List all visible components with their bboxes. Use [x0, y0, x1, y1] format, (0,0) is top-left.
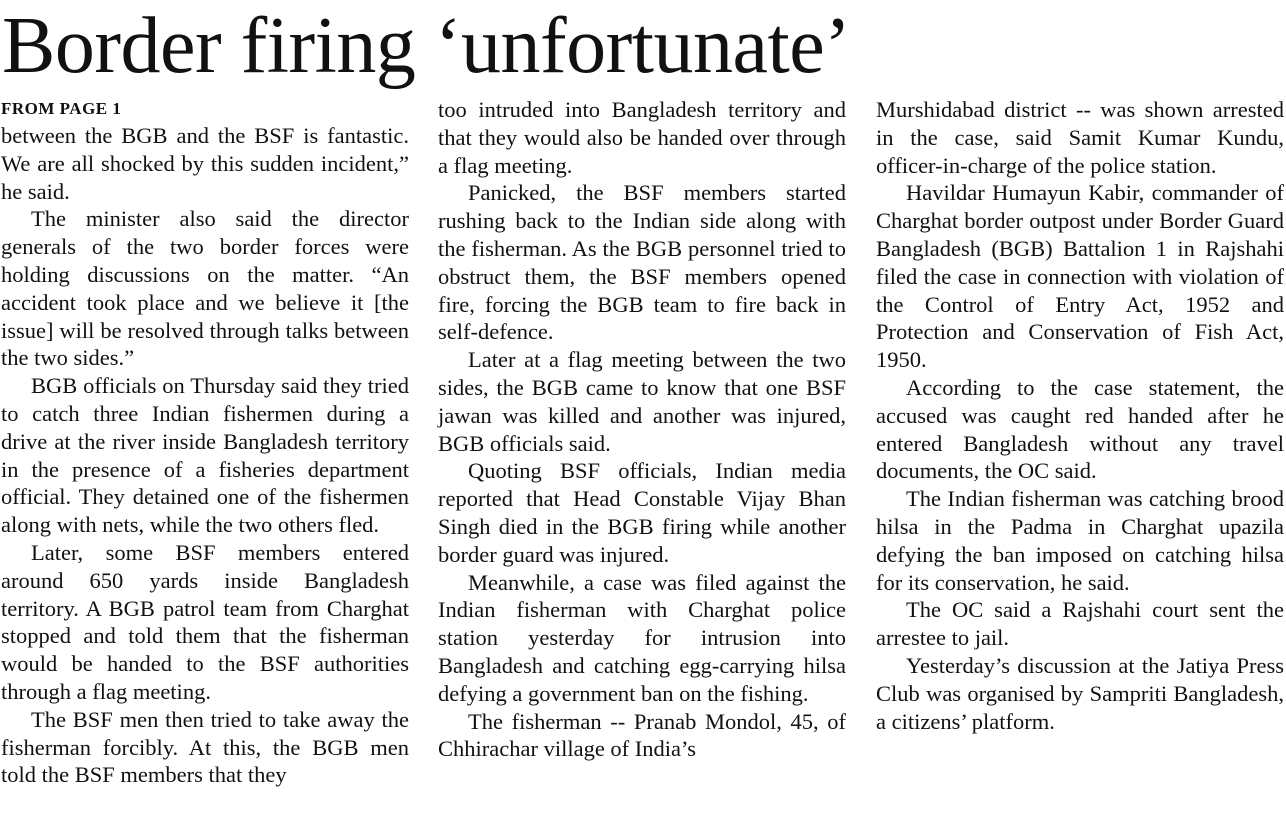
paragraph: Havildar Humayun Kabir, commander of Charghat border outpost under Border Guard Bangladesh (BGB) Battalion 1 in Rajshahi filed the case in connection with violation of the Control of Entry Act, 1952 and Protection and Conservation of Fish Act, 1950.	[876, 180, 1284, 373]
paragraph: too intruded into Bangladesh territory and that they would also be handed over through a flag meeting.	[438, 97, 846, 178]
paragraph: According to the case statement, the accused was caught red handed after he entered Bangladesh without any travel documents, the OC said.	[876, 374, 1284, 484]
paragraph: The minister also said the director generals of the two border forces were holding discussions on the matter. “An accident took place and we believe it [the issue] will be resolved through talks between the two sides.”	[1, 206, 409, 371]
paragraph: Later at a flag meeting between the two sides, the BGB came to know that one BSF jawan was killed and another was injured, BGB officials said.	[438, 347, 846, 456]
paragraph: between the BGB and the BSF is fantastic. We are all shocked by this sudden incident,” he said.	[1, 123, 409, 204]
paragraph: The BSF men then tried to take away the fisherman forcibly. At this, the BGB men told the BSF members that they	[1, 706, 409, 788]
paragraph: The OC said a Rajshahi court sent the arrestee to jail.	[876, 597, 1284, 651]
paragraph: Panicked, the BSF members started rushing back to the Indian side along with the fisherman. As the BGB personnel tried to obstruct them, the BSF members opened fire, forcing the BGB team to fire back in self-defence.	[438, 180, 846, 345]
paragraph: Yesterday’s discussion at the Jatiya Press Club was organised by Sampriti Bangladesh, a citizens’ platform.	[876, 652, 1284, 734]
article-column-1	[1, 96, 409, 789]
paragraph: Quoting BSF officials, Indian media reported that Head Constable Vijay Bhan Singh died in the BGB firing while another border guard was injured.	[438, 458, 846, 567]
article-column-2	[438, 96, 846, 763]
continuation-kicker: FROM PAGE 1	[1, 99, 122, 118]
paragraph: Meanwhile, a case was filed against the Indian fisherman with Charghat police station yesterday for intrusion into Bangladesh and catching egg-carrying hilsa defying a government ban on the fishing.	[438, 569, 846, 706]
paragraph: The Indian fisherman was catching brood hilsa in the Padma in Charghat upazila defying the ban imposed on catching hilsa for its conservation, he said.	[876, 486, 1284, 595]
article-column-3	[876, 96, 1284, 735]
paragraph: Later, some BSF members entered around 650 yards inside Bangladesh territory. A BGB patrol team from Charghat stopped and told them that the fisherman would be handed to the BSF authorities through a flag meeting.	[1, 539, 409, 704]
paragraph: Murshidabad district -- was shown arrested in the case, said Samit Kumar Kundu, officer-in-charge of the police station.	[876, 97, 1284, 178]
paragraph: The fisherman -- Pranab Mondol, 45, of Chhirachar village of India’s	[438, 708, 846, 762]
paragraph: BGB officials on Thursday said they tried to catch three Indian fishermen during a drive at the river inside Bangladesh territory in the presence of a fisheries department official. They detained one of the fishermen along with nets, while the two others fled.	[1, 373, 409, 538]
headline: Border firing ‘unfortunate’	[2, 2, 851, 90]
